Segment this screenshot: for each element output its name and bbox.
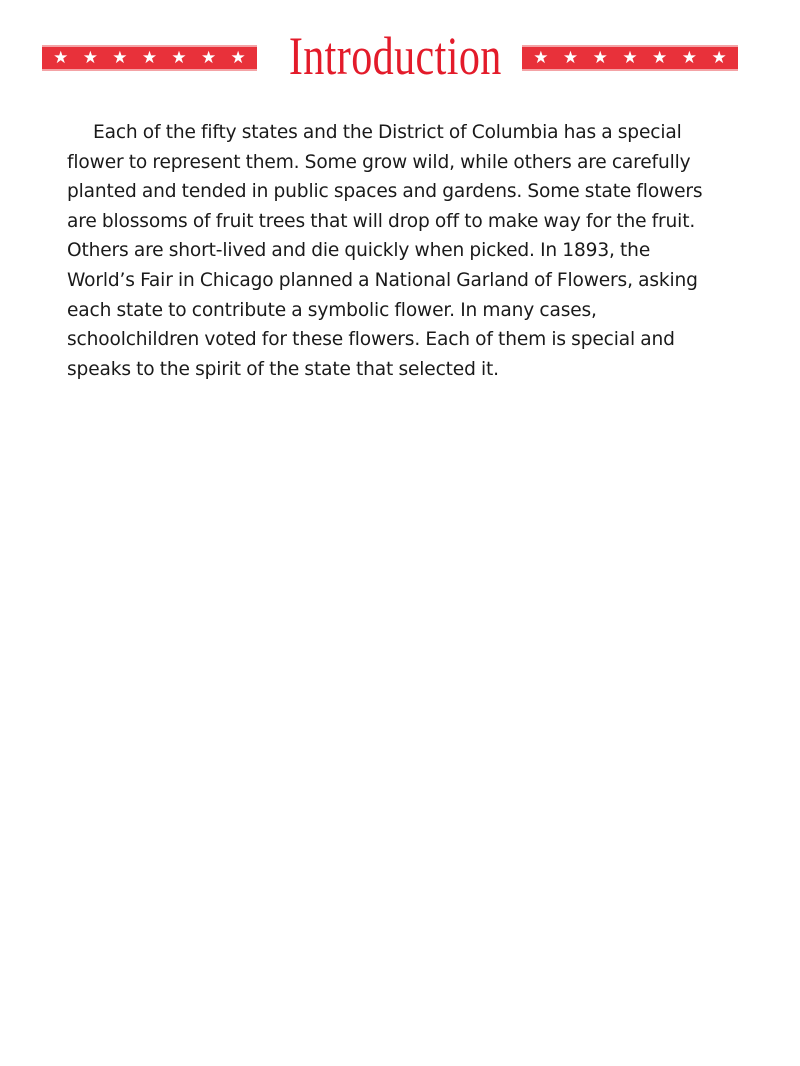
section-header: [40, 28, 738, 88]
right-star-band: [522, 45, 738, 71]
star-icon: ★: [681, 47, 697, 68]
star-icon: ★: [533, 47, 549, 68]
star-icon: ★: [53, 47, 69, 68]
star-icon: ★: [82, 47, 98, 68]
star-icon: ★: [562, 47, 579, 68]
star-icon: ★: [200, 47, 217, 68]
left-star-band: [42, 45, 257, 71]
star-icon: ★: [711, 47, 727, 68]
star-icon: ★: [171, 47, 187, 68]
star-icon: ★: [230, 47, 246, 68]
star-icon: ★: [652, 47, 668, 68]
intro-paragraph: Each of the fifty states and the District of Columbia has a special flower to represent them. Some grow wild, while others are carefully planted and tended in public spaces and gardens. Some state flowers are blossoms of fruit trees that will drop off to make way for the fruit. Others are short-lived and die quickly when picked. In 1893, the World’s Fair in Chicago planned a National Garland of Flowers, asking each state to contribute a symbolic flower. In many cases, schoolchildren voted for these flowers. Each of them is special and speaks to the spirit of the state that selected it.: [67, 122, 703, 380]
star-icon: ★: [622, 47, 638, 68]
star-icon: ★: [592, 47, 608, 68]
star-icon: ★: [141, 47, 158, 68]
star-icon: ★: [112, 47, 128, 68]
page-title: Introduction: [288, 26, 502, 86]
